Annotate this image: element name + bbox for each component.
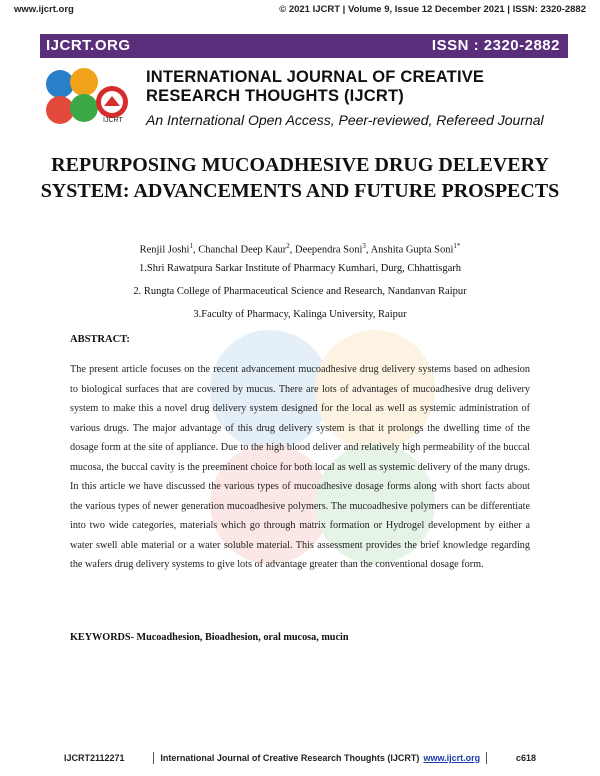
header-citation: © 2021 IJCRT | Volume 9, Issue 12 December 2021 | ISSN: 2320-2882 (279, 4, 586, 15)
author-name: Chanchal Deep Kaur (198, 244, 287, 256)
paper-title: REPURPOSING MUCOADHESIVE DRUG DELEVERY SYSTEM: ADVANCEMENTS AND FUTURE PROSPECTS (40, 154, 560, 202)
author-sup: 3 (362, 242, 366, 250)
author-sup: 1* (453, 242, 461, 250)
author-sup: 1 (189, 242, 193, 250)
affiliation-2: 2. Rungta College of Pharmaceutical Science and Research, Nandanvan Raipur (133, 286, 467, 297)
page-footer (64, 750, 536, 766)
footer-divider (153, 752, 154, 764)
journal-title-line2: RESEARCH THOUGHTS (IJCRT) (146, 87, 405, 105)
keywords: KEYWORDS- Mucoadhesion, Bioadhesion, oral mucosa, mucin (70, 632, 349, 643)
journal-subtitle: An International Open Access, Peer-reviewed, Refereed Journal (146, 112, 544, 128)
author-name: Renjil Joshi (139, 244, 190, 256)
logo-text: IJCRT (103, 117, 123, 124)
journal-title (146, 68, 484, 106)
author-name: Anshita Gupta Soni (370, 244, 454, 256)
journal-band (40, 34, 568, 58)
author-list: Renjil Joshi$^1$, Chanchal Deep Kaur$^2$, Deependra Soni$^3$, Anshita Gupta Soni$^{1*}$ (139, 242, 461, 256)
abstract-text: The present article focuses on the recent advancement mucoadhesive drug delivery systems based on adhesion to biological surfaces that are covered by mucus. There are lots of advantages of mucoadhesive drug delivery system to make this a novel drug delivery system designed for the local as well as systemic administration of various drugs. The major advantage of this drug delivery system is that it prolongs the dwelling time of the dosage form at the site of appliance. Due to the high blood deliver and relatively high permeability of the buccal mucosa, the buccal cavity is the preeminent choice for both local as well as systemic delivery of the many drugs. In this article we have discussed the various types of mucoadhesive dosage forms along with short facts about the various types of newer generation mucoadhesive polymers. The mucoadhesive polymers can be differentiate into two wide categories, materials which go through matrix formation or Hydrogel development by either a water swell able material or a water soluble material. This assessment provides the brief knowledge regarding the wafers drug delivery systems to give lots of advantage greater than the conventional dosage form. (70, 364, 530, 570)
journal-title-line1: INTERNATIONAL JOURNAL OF CREATIVE (146, 68, 485, 86)
header-website[interactable]: www.ijcrt.org (14, 4, 74, 15)
author-sup: 2 (286, 242, 290, 250)
author-name: Deependra Soni (295, 244, 363, 256)
footer-id: IJCRT2112271 (64, 753, 125, 763)
footer-page: c618 (515, 753, 536, 763)
affiliation-1: 1.Shri Rawatpura Sarkar Institute of Pharmacy Kumhari, Durg, Chhattisgarh (138, 263, 462, 274)
band-issn: ISSN : 2320-2882 (431, 37, 560, 54)
footer-middle (147, 752, 493, 764)
band-site: IJCRT.ORG (46, 37, 131, 54)
footer-divider (486, 752, 487, 764)
abstract-heading: ABSTRACT: (70, 334, 130, 345)
footer-journal: International Journal of Creative Research Thoughts (IJCRT) (160, 753, 420, 763)
running-header (14, 4, 586, 20)
footer-link[interactable]: www.ijcrt.org (423, 753, 481, 763)
journal-logo-icon (40, 62, 140, 132)
affiliation-3: 3.Faculty of Pharmacy, Kalinga University, Raipur (193, 309, 407, 320)
